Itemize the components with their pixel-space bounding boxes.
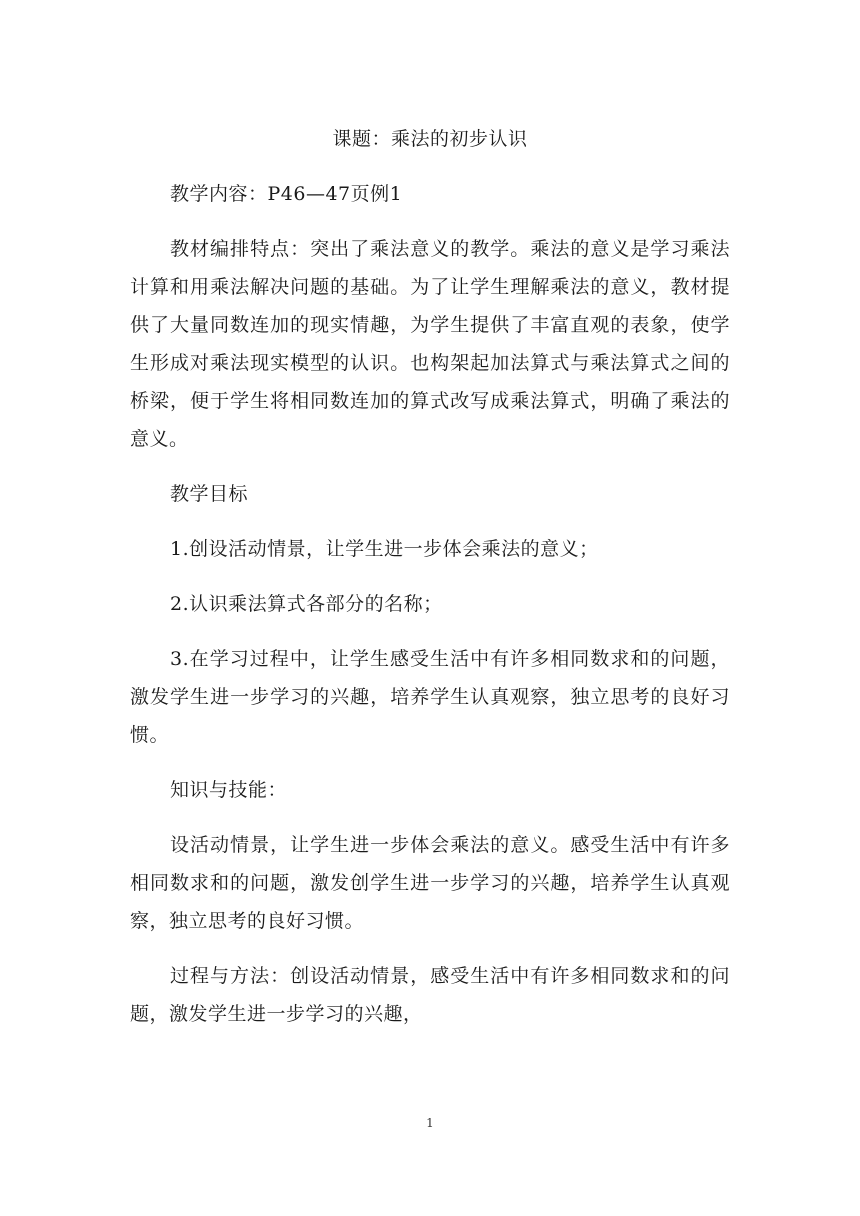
paragraph-goal-1: 1.创设活动情景，让学生进一步体会乘法的意义； [170,538,599,560]
paragraph-goal-3: 3.在学习过程中，让学生感受生活中有许多相同数求和的问题，激发学生进一步学习的兴趣，培养学生认真观察，独立思考的良好习惯。 [130,648,730,746]
paragraph-teaching-content: 教学内容：P46—47页例1 [170,183,403,205]
paragraph-process-methods: 过程与方法：创设活动情景，感受生活中有许多相同数求和的问题，激发学生进一步学习的兴趣， [130,965,730,1025]
paragraph-knowledge-skills-heading: 知识与技能： [170,779,288,801]
paragraph-textbook-features: 教材编排特点：突出了乘法意义的教学。乘法的意义是学习乘法计算和用乘法解决问题的基础。为了让学生理解乘法的意义，教材提供了大量同数连加的现实情趣，为学生提供了丰富直观的表象，使学生形成对乘法现实模型的认识。也构架起加法算式与乘法算式之间的桥梁，便于学生将相同数连加的算式改写成乘法算式，明确了乘法的意义。 [130,238,730,450]
page-number: 1 [426,1116,434,1130]
paragraph-teaching-goals-heading: 教学目标 [170,483,249,505]
document-body [130,120,730,1050]
paragraph-goal-2: 2.认识乘法算式各部分的名称； [170,593,443,615]
document-title: 课题：乘法的初步认识 [332,128,528,150]
paragraph-knowledge-skills: 设活动情景，让学生进一步体会乘法的意义。感受生活中有许多相同数求和的问题，激发创学生进一步学习的兴趣，培养学生认真观察，独立思考的良好习惯。 [130,834,730,932]
